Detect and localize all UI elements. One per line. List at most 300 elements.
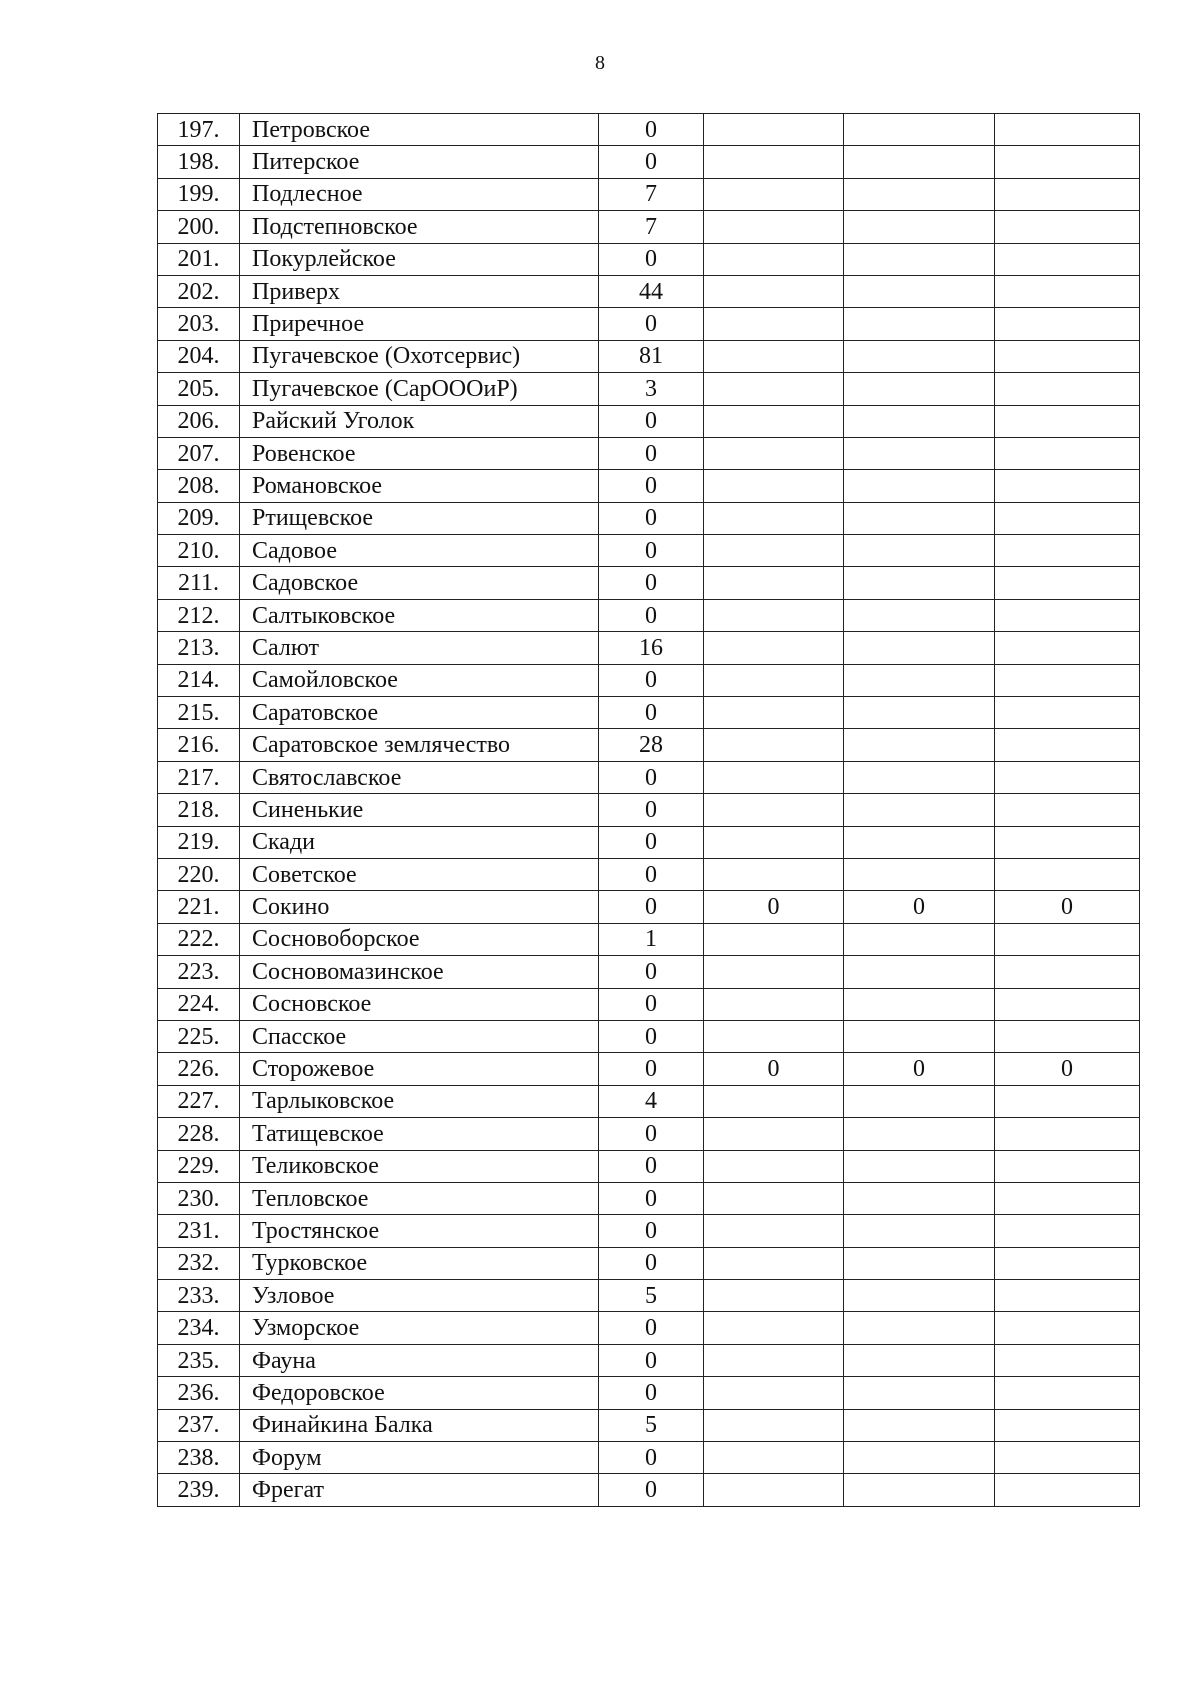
- value-2-cell: [704, 1409, 844, 1441]
- value-1-cell: 0: [599, 1150, 704, 1182]
- value-1-cell: 0: [599, 146, 704, 178]
- value-1-cell: 44: [599, 275, 704, 307]
- value-1-cell: 0: [599, 1474, 704, 1506]
- value-4-cell: [995, 1020, 1140, 1052]
- value-2-cell: [704, 243, 844, 275]
- value-3-cell: [844, 599, 995, 631]
- value-1-cell: 0: [599, 1053, 704, 1085]
- value-1-cell: 0: [599, 664, 704, 696]
- value-1-cell: 0: [599, 858, 704, 890]
- table-row: [158, 826, 1140, 858]
- value-1-cell: 0: [599, 502, 704, 534]
- value-1-cell: 0: [599, 826, 704, 858]
- value-4-cell: [995, 1442, 1140, 1474]
- row-number-cell: 229.: [158, 1150, 240, 1182]
- value-3-cell: [844, 373, 995, 405]
- value-3-cell: [844, 956, 995, 988]
- value-4-cell: [995, 1182, 1140, 1214]
- value-4-cell: [995, 1409, 1140, 1441]
- name-cell: Тростянское: [240, 1215, 599, 1247]
- table-row: [158, 502, 1140, 534]
- value-2-cell: [704, 599, 844, 631]
- value-2-cell: [704, 340, 844, 372]
- table-row: [158, 664, 1140, 696]
- value-3-cell: [844, 114, 995, 146]
- value-1-cell: 0: [599, 1118, 704, 1150]
- value-4-cell: [995, 1215, 1140, 1247]
- value-3-cell: [844, 858, 995, 890]
- table-row: [158, 956, 1140, 988]
- value-2-cell: [704, 308, 844, 340]
- value-4-cell: [995, 1280, 1140, 1312]
- value-4-cell: [995, 211, 1140, 243]
- value-2-cell: [704, 114, 844, 146]
- value-4-cell: [995, 470, 1140, 502]
- value-4-cell: [995, 794, 1140, 826]
- value-2-cell: [704, 1020, 844, 1052]
- name-cell: Ртищевское: [240, 502, 599, 534]
- value-2-cell: [704, 1150, 844, 1182]
- table-row: [158, 988, 1140, 1020]
- value-3-cell: [844, 146, 995, 178]
- table-row: [158, 794, 1140, 826]
- value-2-cell: [704, 1442, 844, 1474]
- value-1-cell: 0: [599, 697, 704, 729]
- value-4-cell: [995, 729, 1140, 761]
- table-row: [158, 146, 1140, 178]
- table-row: [158, 340, 1140, 372]
- table-row: [158, 1247, 1140, 1279]
- name-cell: Форум: [240, 1442, 599, 1474]
- value-2-cell: [704, 567, 844, 599]
- value-3-cell: [844, 211, 995, 243]
- value-4-cell: [995, 1312, 1140, 1344]
- value-4-cell: [995, 1474, 1140, 1506]
- value-3-cell: [844, 340, 995, 372]
- row-number-cell: 206.: [158, 405, 240, 437]
- value-1-cell: 0: [599, 308, 704, 340]
- value-1-cell: 7: [599, 211, 704, 243]
- table-row: [158, 923, 1140, 955]
- row-number-cell: 200.: [158, 211, 240, 243]
- table-row: [158, 1474, 1140, 1506]
- value-4-cell: [995, 761, 1140, 793]
- value-1-cell: 81: [599, 340, 704, 372]
- table-row: [158, 243, 1140, 275]
- value-2-cell: [704, 502, 844, 534]
- value-1-cell: 0: [599, 1312, 704, 1344]
- row-number-cell: 204.: [158, 340, 240, 372]
- table-row: [158, 1020, 1140, 1052]
- table-row: [158, 599, 1140, 631]
- value-2-cell: [704, 1085, 844, 1117]
- value-4-cell: 0: [995, 891, 1140, 923]
- name-cell: Теликовское: [240, 1150, 599, 1182]
- name-cell: Пугачевское (СарОООиР): [240, 373, 599, 405]
- name-cell: Саратовское: [240, 697, 599, 729]
- value-3-cell: [844, 1312, 995, 1344]
- value-2-cell: [704, 1118, 844, 1150]
- value-4-cell: 0: [995, 1053, 1140, 1085]
- value-4-cell: [995, 178, 1140, 210]
- table-row: [158, 178, 1140, 210]
- value-2-cell: [704, 146, 844, 178]
- name-cell: Советское: [240, 858, 599, 890]
- value-3-cell: [844, 535, 995, 567]
- table-row: [158, 1280, 1140, 1312]
- value-2-cell: [704, 956, 844, 988]
- table-row: [158, 373, 1140, 405]
- value-1-cell: 3: [599, 373, 704, 405]
- value-1-cell: 0: [599, 1344, 704, 1376]
- row-number-cell: 211.: [158, 567, 240, 599]
- row-number-cell: 220.: [158, 858, 240, 890]
- value-4-cell: [995, 308, 1140, 340]
- row-number-cell: 197.: [158, 114, 240, 146]
- table-row: [158, 211, 1140, 243]
- value-1-cell: 28: [599, 729, 704, 761]
- row-number-cell: 215.: [158, 697, 240, 729]
- table-row: [158, 308, 1140, 340]
- name-cell: Приречное: [240, 308, 599, 340]
- table-row: [158, 405, 1140, 437]
- name-cell: Ровенское: [240, 437, 599, 469]
- value-2-cell: 0: [704, 1053, 844, 1085]
- value-3-cell: [844, 178, 995, 210]
- value-4-cell: [995, 599, 1140, 631]
- value-1-cell: 0: [599, 761, 704, 793]
- table-row: [158, 632, 1140, 664]
- name-cell: Турковское: [240, 1247, 599, 1279]
- row-number-cell: 232.: [158, 1247, 240, 1279]
- row-number-cell: 221.: [158, 891, 240, 923]
- row-number-cell: 212.: [158, 599, 240, 631]
- value-3-cell: [844, 470, 995, 502]
- name-cell: Подлесное: [240, 178, 599, 210]
- value-1-cell: 1: [599, 923, 704, 955]
- row-number-cell: 233.: [158, 1280, 240, 1312]
- value-3-cell: [844, 1442, 995, 1474]
- name-cell: Святославское: [240, 761, 599, 793]
- name-cell: Питерское: [240, 146, 599, 178]
- row-number-cell: 219.: [158, 826, 240, 858]
- value-2-cell: [704, 1377, 844, 1409]
- value-1-cell: 0: [599, 1215, 704, 1247]
- name-cell: Сторожевое: [240, 1053, 599, 1085]
- value-2-cell: [704, 211, 844, 243]
- table-row: [158, 858, 1140, 890]
- name-cell: Самойловское: [240, 664, 599, 696]
- name-cell: Салют: [240, 632, 599, 664]
- value-1-cell: 5: [599, 1280, 704, 1312]
- value-3-cell: [844, 275, 995, 307]
- name-cell: Садовское: [240, 567, 599, 599]
- value-2-cell: [704, 1280, 844, 1312]
- name-cell: Финайкина Балка: [240, 1409, 599, 1441]
- value-2-cell: [704, 1344, 844, 1376]
- row-number-cell: 208.: [158, 470, 240, 502]
- value-2-cell: [704, 697, 844, 729]
- row-number-cell: 216.: [158, 729, 240, 761]
- value-2-cell: [704, 1247, 844, 1279]
- table-row: [158, 275, 1140, 307]
- value-1-cell: 16: [599, 632, 704, 664]
- value-4-cell: [995, 535, 1140, 567]
- value-4-cell: [995, 243, 1140, 275]
- table-row: [158, 437, 1140, 469]
- value-4-cell: [995, 437, 1140, 469]
- row-number-cell: 207.: [158, 437, 240, 469]
- row-number-cell: 238.: [158, 1442, 240, 1474]
- name-cell: Спасское: [240, 1020, 599, 1052]
- table-row: [158, 1377, 1140, 1409]
- value-1-cell: 0: [599, 988, 704, 1020]
- value-1-cell: 0: [599, 405, 704, 437]
- value-3-cell: 0: [844, 891, 995, 923]
- name-cell: Салтыковское: [240, 599, 599, 631]
- value-4-cell: [995, 988, 1140, 1020]
- row-number-cell: 236.: [158, 1377, 240, 1409]
- value-2-cell: [704, 632, 844, 664]
- page-number: 8: [595, 52, 605, 74]
- row-number-cell: 224.: [158, 988, 240, 1020]
- value-3-cell: [844, 1020, 995, 1052]
- value-3-cell: [844, 729, 995, 761]
- value-2-cell: [704, 826, 844, 858]
- value-2-cell: [704, 275, 844, 307]
- value-3-cell: [844, 1474, 995, 1506]
- table-row: [158, 1442, 1140, 1474]
- row-number-cell: 228.: [158, 1118, 240, 1150]
- value-3-cell: [844, 664, 995, 696]
- value-3-cell: [844, 502, 995, 534]
- value-2-cell: [704, 729, 844, 761]
- table-row: [158, 1344, 1140, 1376]
- table-row: [158, 1182, 1140, 1214]
- name-cell: Подстепновское: [240, 211, 599, 243]
- name-cell: Петровское: [240, 114, 599, 146]
- value-4-cell: [995, 858, 1140, 890]
- name-cell: Тепловское: [240, 1182, 599, 1214]
- row-number-cell: 225.: [158, 1020, 240, 1052]
- value-3-cell: [844, 632, 995, 664]
- table-row: [158, 1085, 1140, 1117]
- name-cell: Сосновское: [240, 988, 599, 1020]
- value-2-cell: [704, 664, 844, 696]
- row-number-cell: 227.: [158, 1085, 240, 1117]
- value-2-cell: [704, 1182, 844, 1214]
- value-4-cell: [995, 1150, 1140, 1182]
- row-number-cell: 201.: [158, 243, 240, 275]
- table-row: [158, 697, 1140, 729]
- value-4-cell: [995, 114, 1140, 146]
- value-3-cell: [844, 1377, 995, 1409]
- name-cell: Тарлыковское: [240, 1085, 599, 1117]
- value-1-cell: 0: [599, 114, 704, 146]
- row-number-cell: 239.: [158, 1474, 240, 1506]
- registry-table: [157, 113, 1140, 1507]
- value-3-cell: [844, 826, 995, 858]
- table-row: [158, 1409, 1140, 1441]
- name-cell: Татищевское: [240, 1118, 599, 1150]
- value-4-cell: [995, 1344, 1140, 1376]
- value-4-cell: [995, 1085, 1140, 1117]
- name-cell: Саратовское землячество: [240, 729, 599, 761]
- value-3-cell: [844, 1182, 995, 1214]
- value-4-cell: [995, 567, 1140, 599]
- value-4-cell: [995, 826, 1140, 858]
- table-row: [158, 1215, 1140, 1247]
- value-4-cell: [995, 956, 1140, 988]
- row-number-cell: 222.: [158, 923, 240, 955]
- value-4-cell: [995, 1118, 1140, 1150]
- table-row: [158, 470, 1140, 502]
- row-number-cell: 226.: [158, 1053, 240, 1085]
- value-4-cell: [995, 275, 1140, 307]
- value-3-cell: [844, 761, 995, 793]
- value-4-cell: [995, 373, 1140, 405]
- value-4-cell: [995, 405, 1140, 437]
- table-row: [158, 567, 1140, 599]
- value-4-cell: [995, 632, 1140, 664]
- value-1-cell: 0: [599, 891, 704, 923]
- row-number-cell: 231.: [158, 1215, 240, 1247]
- value-3-cell: [844, 1118, 995, 1150]
- value-1-cell: 0: [599, 1247, 704, 1279]
- row-number-cell: 230.: [158, 1182, 240, 1214]
- table-row: [158, 891, 1140, 923]
- table-row: [158, 114, 1140, 146]
- name-cell: Сосновомазинское: [240, 956, 599, 988]
- value-2-cell: [704, 178, 844, 210]
- name-cell: Скади: [240, 826, 599, 858]
- value-3-cell: [844, 794, 995, 826]
- value-3-cell: [844, 1150, 995, 1182]
- value-4-cell: [995, 923, 1140, 955]
- name-cell: Узморское: [240, 1312, 599, 1344]
- name-cell: Сосновоборское: [240, 923, 599, 955]
- row-number-cell: 235.: [158, 1344, 240, 1376]
- value-3-cell: [844, 308, 995, 340]
- value-2-cell: [704, 373, 844, 405]
- value-2-cell: [704, 1312, 844, 1344]
- value-1-cell: 0: [599, 470, 704, 502]
- value-1-cell: 0: [599, 1182, 704, 1214]
- value-4-cell: [995, 1377, 1140, 1409]
- value-1-cell: 0: [599, 535, 704, 567]
- value-2-cell: [704, 761, 844, 793]
- name-cell: Узловое: [240, 1280, 599, 1312]
- value-3-cell: [844, 1085, 995, 1117]
- row-number-cell: 218.: [158, 794, 240, 826]
- row-number-cell: 209.: [158, 502, 240, 534]
- value-3-cell: 0: [844, 1053, 995, 1085]
- value-2-cell: [704, 1474, 844, 1506]
- value-2-cell: [704, 794, 844, 826]
- value-2-cell: 0: [704, 891, 844, 923]
- table-row: [158, 1150, 1140, 1182]
- value-4-cell: [995, 146, 1140, 178]
- value-2-cell: [704, 535, 844, 567]
- value-2-cell: [704, 470, 844, 502]
- table-row: [158, 761, 1140, 793]
- value-4-cell: [995, 502, 1140, 534]
- row-number-cell: 198.: [158, 146, 240, 178]
- name-cell: Пугачевское (Охотсервис): [240, 340, 599, 372]
- value-2-cell: [704, 437, 844, 469]
- value-1-cell: 0: [599, 599, 704, 631]
- row-number-cell: 234.: [158, 1312, 240, 1344]
- value-4-cell: [995, 340, 1140, 372]
- value-3-cell: [844, 1215, 995, 1247]
- row-number-cell: 237.: [158, 1409, 240, 1441]
- row-number-cell: 202.: [158, 275, 240, 307]
- value-2-cell: [704, 988, 844, 1020]
- row-number-cell: 205.: [158, 373, 240, 405]
- table-row: [158, 535, 1140, 567]
- value-3-cell: [844, 567, 995, 599]
- value-1-cell: 0: [599, 1020, 704, 1052]
- name-cell: Садовое: [240, 535, 599, 567]
- table-row: [158, 729, 1140, 761]
- value-1-cell: 0: [599, 243, 704, 275]
- name-cell: Фрегат: [240, 1474, 599, 1506]
- value-1-cell: 4: [599, 1085, 704, 1117]
- value-1-cell: 5: [599, 1409, 704, 1441]
- value-2-cell: [704, 923, 844, 955]
- value-3-cell: [844, 1280, 995, 1312]
- value-4-cell: [995, 1247, 1140, 1279]
- name-cell: Приверх: [240, 275, 599, 307]
- value-1-cell: 0: [599, 567, 704, 599]
- row-number-cell: 203.: [158, 308, 240, 340]
- name-cell: Райский Уголок: [240, 405, 599, 437]
- row-number-cell: 223.: [158, 956, 240, 988]
- name-cell: Сокино: [240, 891, 599, 923]
- value-3-cell: [844, 1344, 995, 1376]
- value-3-cell: [844, 405, 995, 437]
- name-cell: Романовское: [240, 470, 599, 502]
- value-3-cell: [844, 1409, 995, 1441]
- value-1-cell: 7: [599, 178, 704, 210]
- row-number-cell: 217.: [158, 761, 240, 793]
- value-1-cell: 0: [599, 1442, 704, 1474]
- row-number-cell: 213.: [158, 632, 240, 664]
- row-number-cell: 210.: [158, 535, 240, 567]
- value-3-cell: [844, 437, 995, 469]
- table-row: [158, 1312, 1140, 1344]
- value-2-cell: [704, 1215, 844, 1247]
- value-2-cell: [704, 405, 844, 437]
- value-4-cell: [995, 664, 1140, 696]
- value-3-cell: [844, 697, 995, 729]
- value-2-cell: [704, 858, 844, 890]
- value-1-cell: 0: [599, 956, 704, 988]
- value-3-cell: [844, 1247, 995, 1279]
- name-cell: Покурлейское: [240, 243, 599, 275]
- row-number-cell: 199.: [158, 178, 240, 210]
- name-cell: Фауна: [240, 1344, 599, 1376]
- row-number-cell: 214.: [158, 664, 240, 696]
- value-1-cell: 0: [599, 437, 704, 469]
- value-3-cell: [844, 988, 995, 1020]
- table-row: [158, 1053, 1140, 1085]
- value-3-cell: [844, 243, 995, 275]
- value-4-cell: [995, 697, 1140, 729]
- value-1-cell: 0: [599, 1377, 704, 1409]
- name-cell: Федоровское: [240, 1377, 599, 1409]
- value-3-cell: [844, 923, 995, 955]
